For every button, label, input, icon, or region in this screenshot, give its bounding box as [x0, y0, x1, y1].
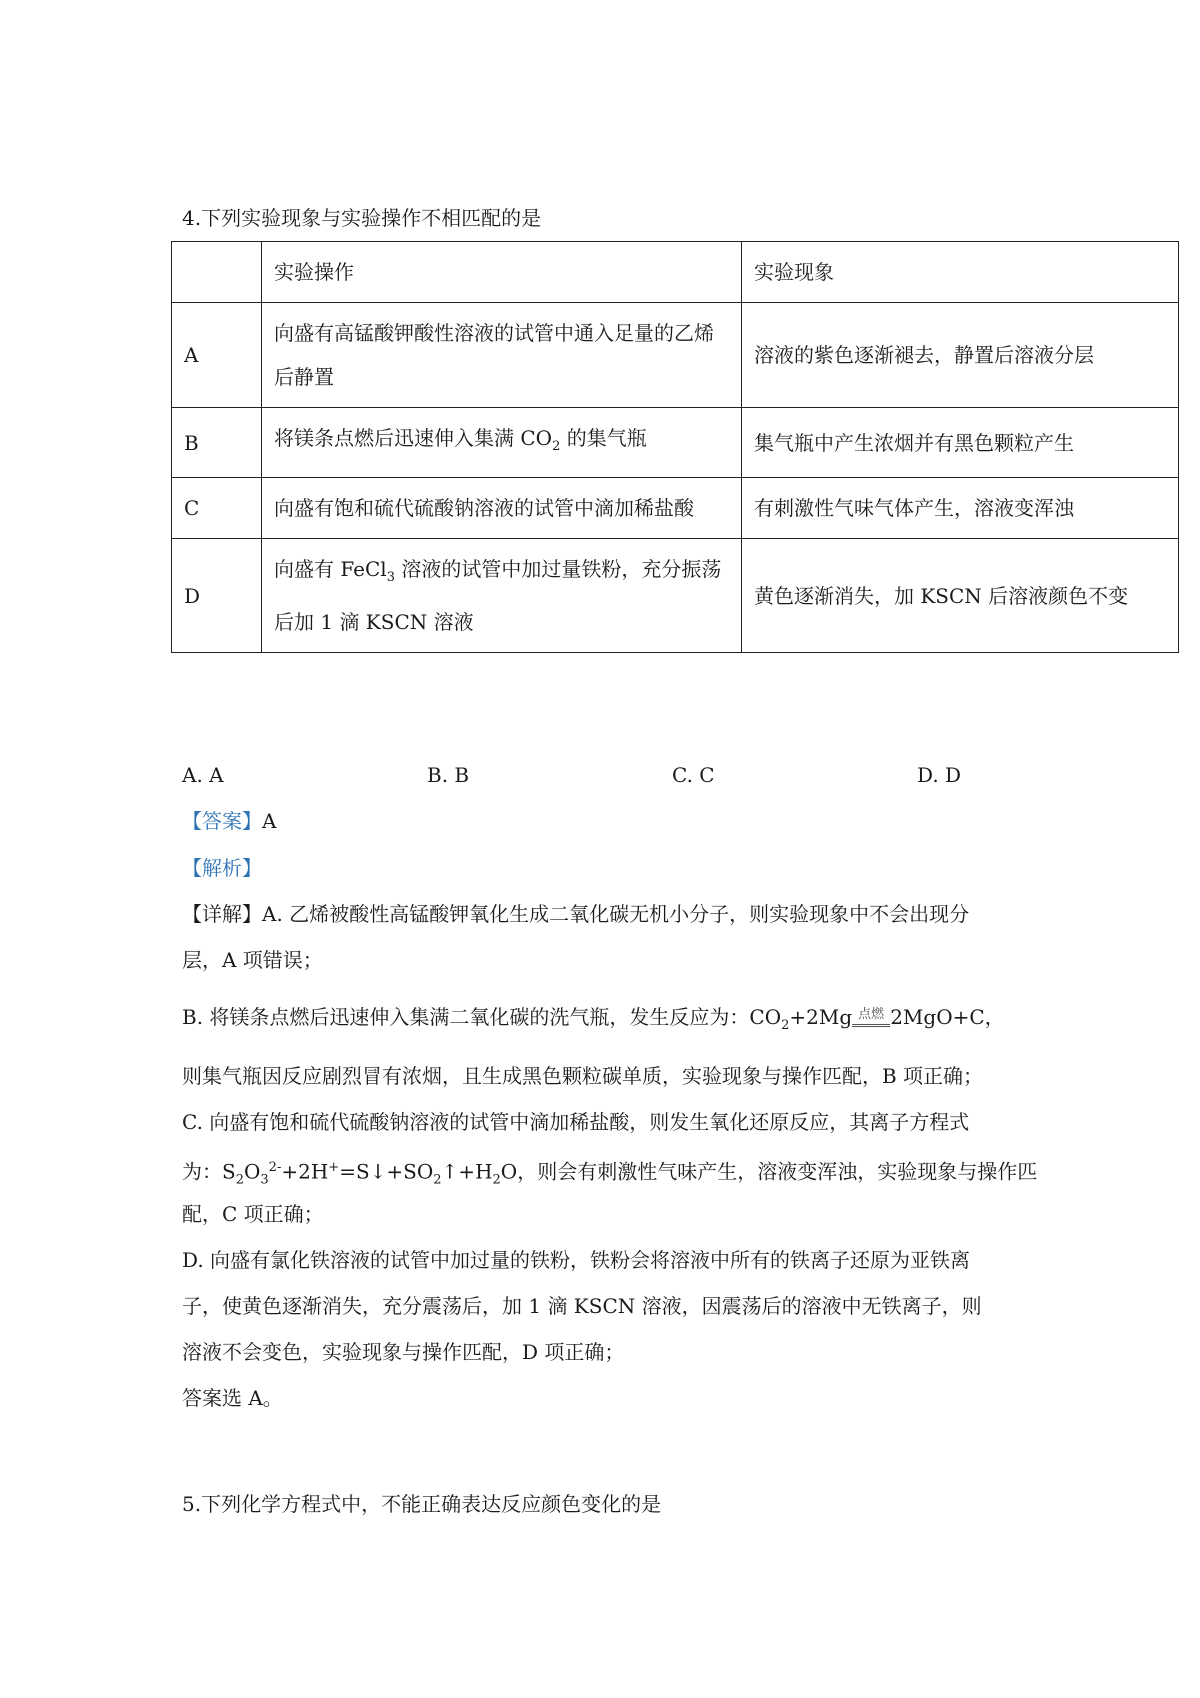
operation-text: 向盛有 FeCl	[274, 557, 387, 581]
subscript: 2	[781, 1018, 790, 1033]
detail-text: 2MgO+C，	[890, 1005, 1005, 1029]
row-label: C	[172, 478, 262, 539]
answer-choices	[182, 760, 982, 790]
detail-line: 溶液不会变色，实验现象与操作匹配，D 项正确；	[182, 1340, 625, 1364]
detail-line	[182, 1153, 1037, 1196]
table-header-cell	[172, 242, 262, 303]
experiment-table	[171, 241, 1179, 653]
detail-line: C. 向盛有饱和硫代硫酸钠溶液的试管中滴加稀盐酸，则发生氧化还原反应，其离子方程式	[182, 1110, 970, 1134]
subscript: 3	[260, 1172, 269, 1188]
answer-line	[182, 806, 276, 836]
detail-line: 层，A 项错误；	[182, 948, 323, 972]
superscript: +	[328, 1160, 340, 1175]
subscript: 2	[492, 1172, 501, 1188]
phenomenon-cell: 溶液的紫色逐渐褪去，静置后溶液分层	[742, 303, 1179, 408]
subscript: 2	[235, 1172, 244, 1188]
operation-cell	[262, 539, 742, 653]
table-header-cell: 实验操作	[262, 242, 742, 303]
table-header-cell: 实验现象	[742, 242, 1179, 303]
operation-text: 将镁条点燃后迅速伸入集满 CO	[274, 426, 553, 450]
subscript: 3	[386, 570, 395, 585]
detail-line: 则集气瓶因反应剧烈冒有浓烟，且生成黑色颗粒碳单质，实验现象与操作匹配，B 项正确；	[182, 1064, 984, 1088]
detail-line: 答案选 A。	[182, 1386, 283, 1410]
phenomenon-cell: 集气瓶中产生浓烟并有黑色颗粒产生	[742, 408, 1179, 478]
choice-d: D. D	[917, 763, 962, 787]
operation-cell: 向盛有饱和硫代硫酸钠溶液的试管中滴加稀盐酸	[262, 478, 742, 539]
detail-text: 为：S	[182, 1159, 236, 1184]
table-header-row	[172, 242, 1179, 303]
detail-line: 配，C 项正确；	[182, 1202, 324, 1226]
operation-cell	[262, 408, 742, 478]
table-row	[172, 303, 1179, 408]
reaction-condition: 点燃	[852, 1006, 890, 1027]
detail-text: ↑+H	[441, 1159, 493, 1184]
answer-tag: 【答案】	[182, 809, 262, 833]
superscript: 2-	[268, 1160, 282, 1175]
question-4-stem: 4.下列实验现象与实验操作不相匹配的是	[182, 206, 542, 230]
subscript: 2	[433, 1172, 442, 1188]
table-row	[172, 478, 1179, 539]
phenomenon-cell: 黄色逐渐消失，加 KSCN 后溶液颜色不变	[742, 539, 1179, 653]
detail-text: +2H	[281, 1159, 329, 1184]
table-row	[172, 408, 1179, 478]
detail-text: O	[243, 1159, 261, 1184]
table-row	[172, 539, 1179, 653]
operation-text: 的集气瓶	[560, 426, 647, 450]
detail-text: =S↓+SO	[339, 1159, 434, 1184]
analysis-tag: 【解析】	[182, 856, 262, 880]
phenomenon-cell: 有刺激性气味气体产生，溶液变浑浊	[742, 478, 1179, 539]
detail-text: B. 将镁条点燃后迅速伸入集满二氧化碳的洗气瓶，发生反应为：CO	[182, 1005, 782, 1029]
choice-c: C. C	[672, 763, 715, 787]
row-label: B	[172, 408, 262, 478]
detail-text: O，则会有刺激性气味产生，溶液变浑浊，实验现象与操作匹	[500, 1159, 1038, 1184]
choice-b: B. B	[427, 763, 470, 787]
detail-text: +2Mg	[789, 1005, 853, 1029]
row-label: D	[172, 539, 262, 653]
detail-line	[182, 1002, 1005, 1041]
choice-a: A. A	[182, 763, 224, 787]
question-5-stem: 5.下列化学方程式中，不能正确表达反应颜色变化的是	[182, 1492, 662, 1516]
detail-line: 子，使黄色逐渐消失，充分震荡后，加 1 滴 KSCN 溶液，因震荡后的溶液中无铁离子，则	[182, 1294, 982, 1318]
operation-text: 溶液的试管中加过量铁粉，充分振荡后加 1 滴 KSCN 溶液	[274, 557, 722, 634]
answer-value: A	[262, 809, 277, 833]
operation-cell: 向盛有高锰酸钾酸性溶液的试管中通入足量的乙烯后静置	[262, 303, 742, 408]
detail-line: D. 向盛有氯化铁溶液的试管中加过量的铁粉，铁粉会将溶液中所有的铁离子还原为亚铁离	[182, 1248, 971, 1272]
subscript: 2	[552, 439, 561, 454]
detail-line: 【详解】A. 乙烯被酸性高锰酸钾氧化生成二氧化碳无机小分子，则实验现象中不会出现分	[182, 902, 970, 926]
row-label: A	[172, 303, 262, 408]
